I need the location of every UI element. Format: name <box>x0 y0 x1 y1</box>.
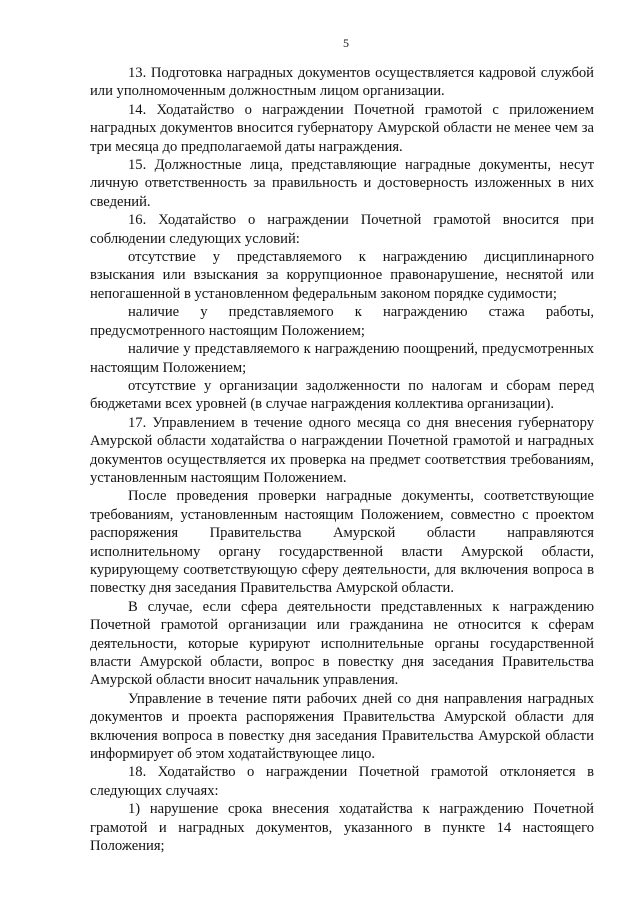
paragraph-notification: Управление в течение пяти рабочих дней со дня направления наградных документов и проекта распоряжения Правительства Амурской области для включения вопроса в повестку дня заседания Правительства Амурской области информирует об этом ходатайствующее лицо. <box>90 690 594 763</box>
condition-awards: наличие у представляемого к награждению поощрений, предусмотренных настоящим Положением; <box>90 341 594 376</box>
paragraph-other-sphere: В случае, если сфера деятельности представленных к награждению Почетной грамотой организации или гражданина не относится к сферам деятельности, которые курируют исполнительные органы государственной власти Амурской области, вопрос в повестку дня заседания Правительства Амурской области вносит начальник управления. <box>90 598 594 689</box>
paragraph-item-15: 15. Должностные лица, представляющие наградные документы, несут личную ответственность за правильность и достоверность изложенных в них сведений. <box>90 157 594 210</box>
paragraph-item-17: 17. Управлением в течение одного месяца со дня внесения губернатору Амурской области ходатайства о награждении Почетной грамотой и наградных документов осуществляется их проверка на предмет соответствия требованиям, установленным настоящим Положением. <box>90 414 594 486</box>
document-body <box>90 64 594 855</box>
condition-no-penalty: отсутствие у представляемого к награждению дисциплинарного взыскания или взыскания за коррупционное правонарушение, неснятой или непогашенной в установленном федеральным законом порядке судимости; <box>90 249 594 302</box>
paragraph-item-16: 16. Ходатайство о награждении Почетной грамотой вносится при соблюдении следующих условий: <box>90 212 594 247</box>
paragraph-after-check: После проведения проверки наградные документы, соответствующие требованиям, установленным настоящим Положением, совместно с проектом распоряжения Правительства Амурской области направляются исполнительному органу государственной власти Амурской области, курирующему соответствующую сферу деятельности, для включения вопроса в повестку дня заседания Правительства Амурской области. <box>90 488 594 597</box>
paragraph-item-13: 13. Подготовка наградных документов осуществляется кадровой службой или уполномоченным должностным лицом организации. <box>90 65 594 100</box>
condition-work-experience: наличие у представляемого к награждению стажа работы, предусмотренного настоящим Положением; <box>90 304 594 339</box>
paragraph-item-14: 14. Ходатайство о награждении Почетной грамотой с приложением наградных документов вносится губернатору Амурской области не менее чем за три месяца до предполагаемой даты награждения. <box>90 101 594 155</box>
page-number: 5 <box>343 36 349 50</box>
rejection-case-1: 1) нарушение срока внесения ходатайства к награждению Почетной грамотой и наградных документов, указанного в пункте 14 настоящего Положения; <box>90 801 594 855</box>
paragraph-item-18: 18. Ходатайство о награждении Почетной грамотой отклоняется в следующих случаях: <box>90 764 594 799</box>
condition-no-tax-debt: отсутствие у организации задолженности по налогам и сборам перед бюджетами всех уровней (в случае награждения коллектива организации). <box>90 377 594 413</box>
